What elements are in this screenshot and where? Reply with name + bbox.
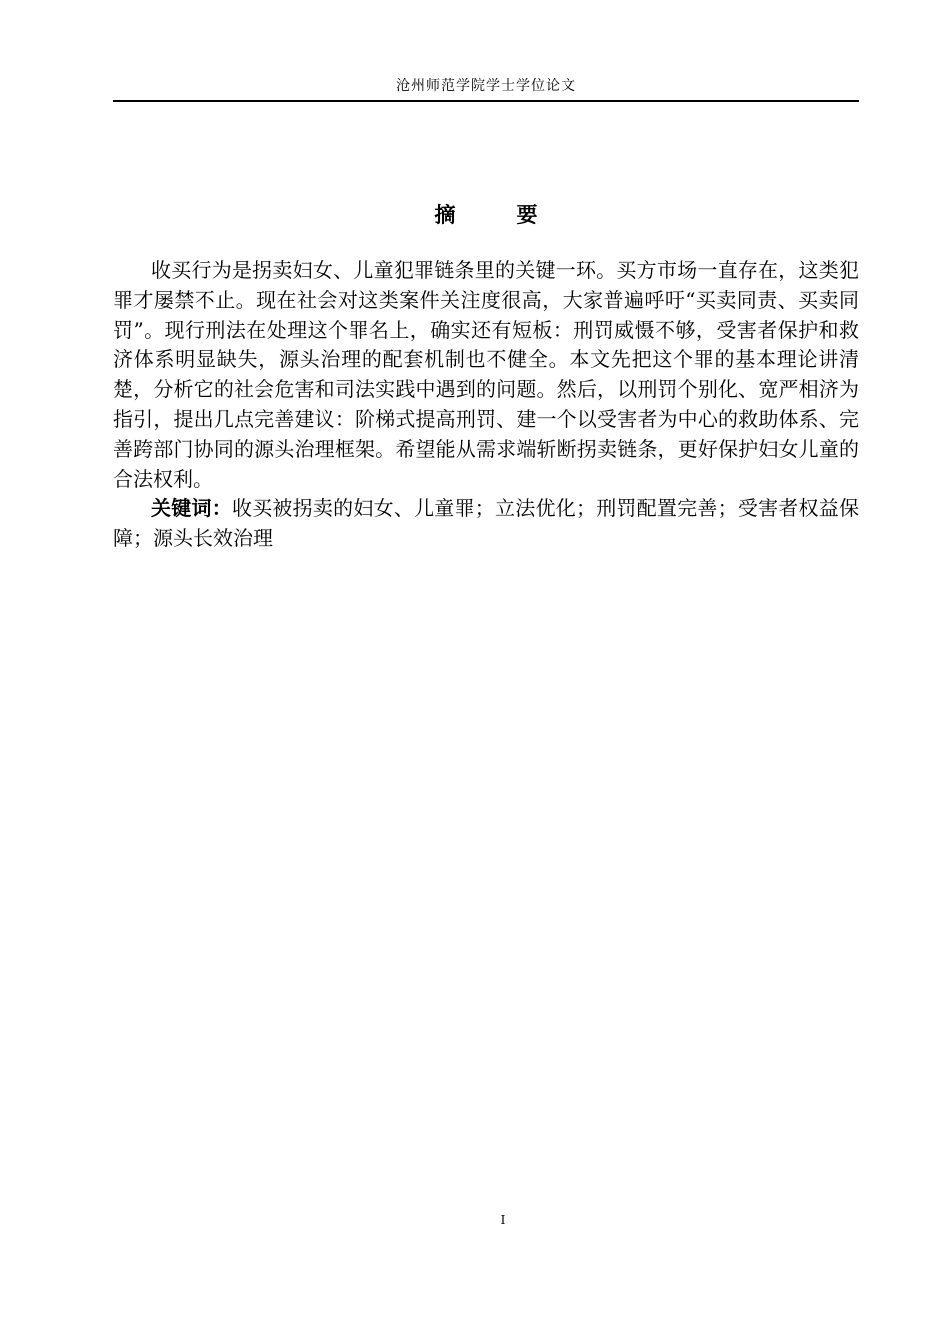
abstract-paragraph: 收买行为是拐卖妇女、儿童犯罪链条里的关键一环。买方市场一直存在，这类犯罪才屡禁不止。现在社会对这类案件关注度很高，大家普遍呼吁“买卖同责、买卖同罚”。现行刑法在处理这个罪名上，确实还有短板：刑罚威慑不够，受害者保护和救济体系明显缺失，源头治理的配套机制也不健全。本文先把这个罪的基本理论讲清楚，分析它的社会危害和司法实践中遇到的问题。然后，以刑罚个别化、宽严相济为指引，提出几点完善建议：阶梯式提高刑罚、建一个以受害者为中心的救助体系、完善跨部门协同的源头治理框架。希望能从需求端斩断拐卖链条，更好保护妇女儿童的合法权利。	[113, 258, 859, 491]
running-header: 沧州师范学院学士学位论文	[396, 78, 576, 94]
keywords-text: 收买被拐卖的妇女、儿童罪；立法优化；刑罚配置完善；受害者权益保障；源头长效治理	[113, 496, 860, 551]
page-number: I	[500, 1213, 506, 1227]
abstract-section	[113, 256, 859, 554]
header-rule	[113, 100, 859, 102]
keywords-line	[113, 494, 859, 554]
abstract-heading: 摘 要	[434, 202, 558, 227]
keywords-label: 关键词：	[151, 496, 232, 521]
